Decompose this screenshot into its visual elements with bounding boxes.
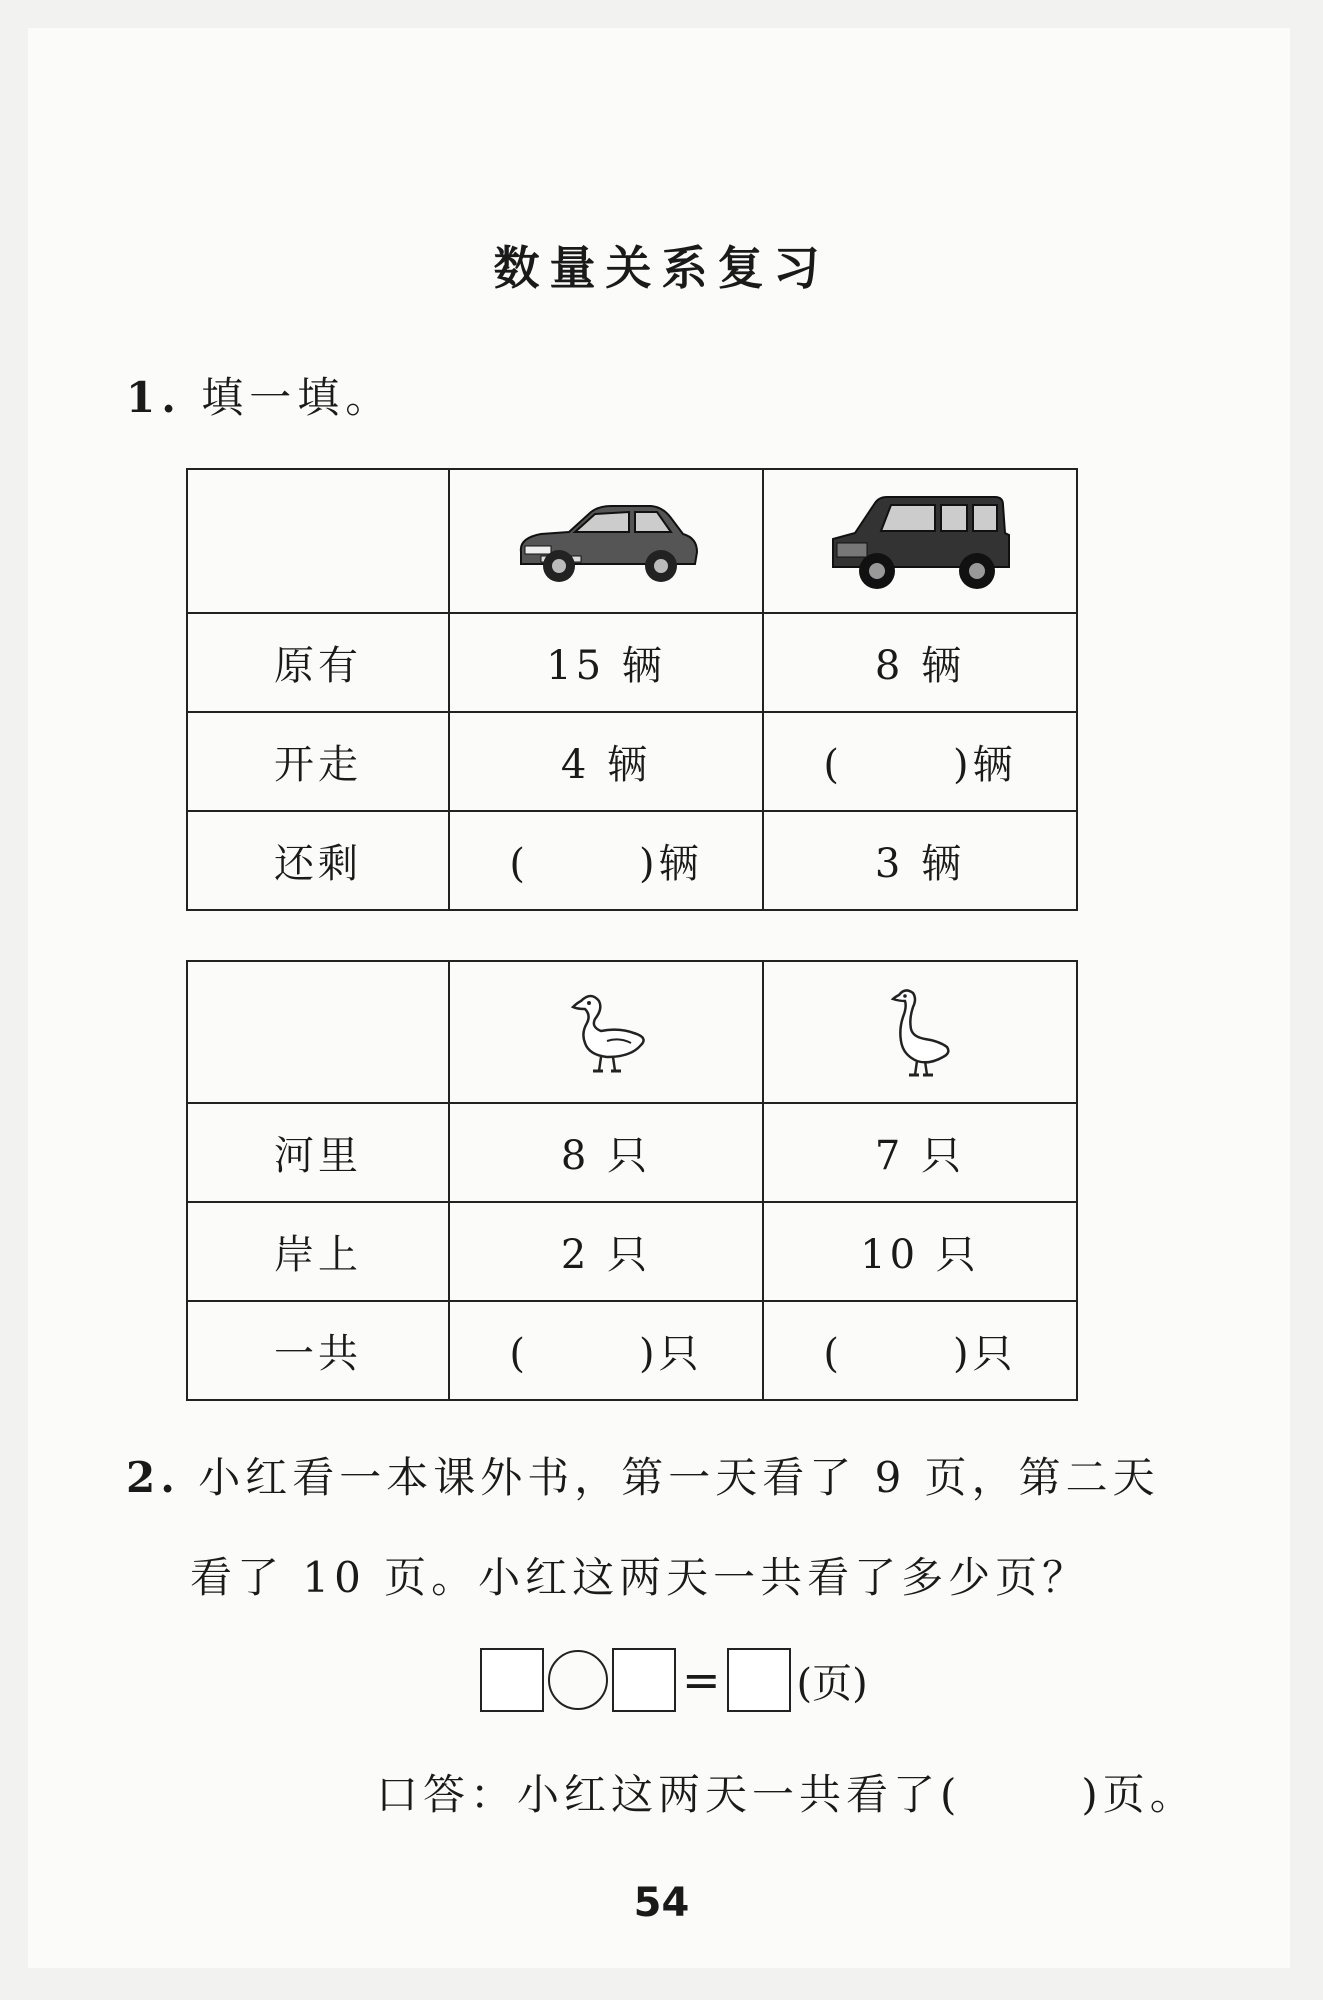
duck-icon [561, 987, 651, 1077]
duck-river-value: 8 只 [449, 1103, 763, 1202]
goose-icon [885, 985, 955, 1080]
operator-circle[interactable] [548, 1650, 608, 1710]
question-2-text-1: 小红看一本课外书，第一天看了 9 页，第二天 [198, 1453, 1160, 1502]
row-label-remaining: 还剩 [187, 811, 449, 910]
page-title: 数量关系复习 [493, 241, 830, 295]
suv-original-value: 8 辆 [763, 613, 1077, 712]
equation-unit: (页) [796, 1660, 868, 1707]
row-label-original: 原有 [187, 613, 449, 712]
question-2-line-1 [126, 1445, 1160, 1505]
row-label-left: 开走 [187, 712, 449, 811]
duck-header-cell [449, 961, 763, 1103]
suv-car-icon [825, 489, 1015, 594]
question-1-prompt: 填一填。 [201, 373, 394, 422]
row-label-total: 一共 [187, 1301, 449, 1400]
sedan-car-icon [511, 494, 701, 589]
row-label-on-shore: 岸上 [187, 1202, 449, 1301]
goose-river-value: 7 只 [763, 1103, 1077, 1202]
suv-remaining-value: 3 辆 [763, 811, 1077, 910]
suv-left-blank-cell: ( )辆 [763, 712, 1077, 811]
duck-shore-value: 2 只 [449, 1202, 763, 1301]
oral-answer-line [376, 1762, 1197, 1822]
duck-total-blank-cell: ( )只 [449, 1301, 763, 1400]
equation-box-2[interactable] [612, 1648, 676, 1712]
sedan-remaining-blank-cell: ( )辆 [449, 811, 763, 910]
cars-table [186, 468, 1078, 911]
equation-box-1[interactable] [480, 1648, 544, 1712]
birds-table [186, 960, 1078, 1401]
question-2-line-2: 看了 10 页。小红这两天一共看了多少页？ [190, 1553, 1090, 1602]
question-2-number: 2. [126, 1453, 180, 1502]
sedan-original-value: 15 辆 [449, 613, 763, 712]
page-number: 54 [633, 1880, 690, 1926]
sedan-left-value: 4 辆 [449, 712, 763, 811]
goose-total-blank-cell: ( )只 [763, 1301, 1077, 1400]
goose-shore-value: 10 只 [763, 1202, 1077, 1301]
answer-suffix: )页。 [1081, 1770, 1197, 1819]
equation-result-box[interactable] [727, 1648, 791, 1712]
question-1-heading [126, 365, 393, 425]
row-label-in-river: 河里 [187, 1103, 449, 1202]
sedan-header-cell [449, 469, 763, 613]
cars-table-corner [187, 469, 449, 613]
birds-table-corner [187, 961, 449, 1103]
goose-header-cell [763, 961, 1077, 1103]
question-1-number: 1. [126, 373, 182, 422]
equals-sign: = [682, 1653, 721, 1707]
answer-prefix: 口答：小红这两天一共看了( [376, 1770, 962, 1819]
equation-row [480, 1648, 868, 1712]
suv-header-cell [763, 469, 1077, 613]
